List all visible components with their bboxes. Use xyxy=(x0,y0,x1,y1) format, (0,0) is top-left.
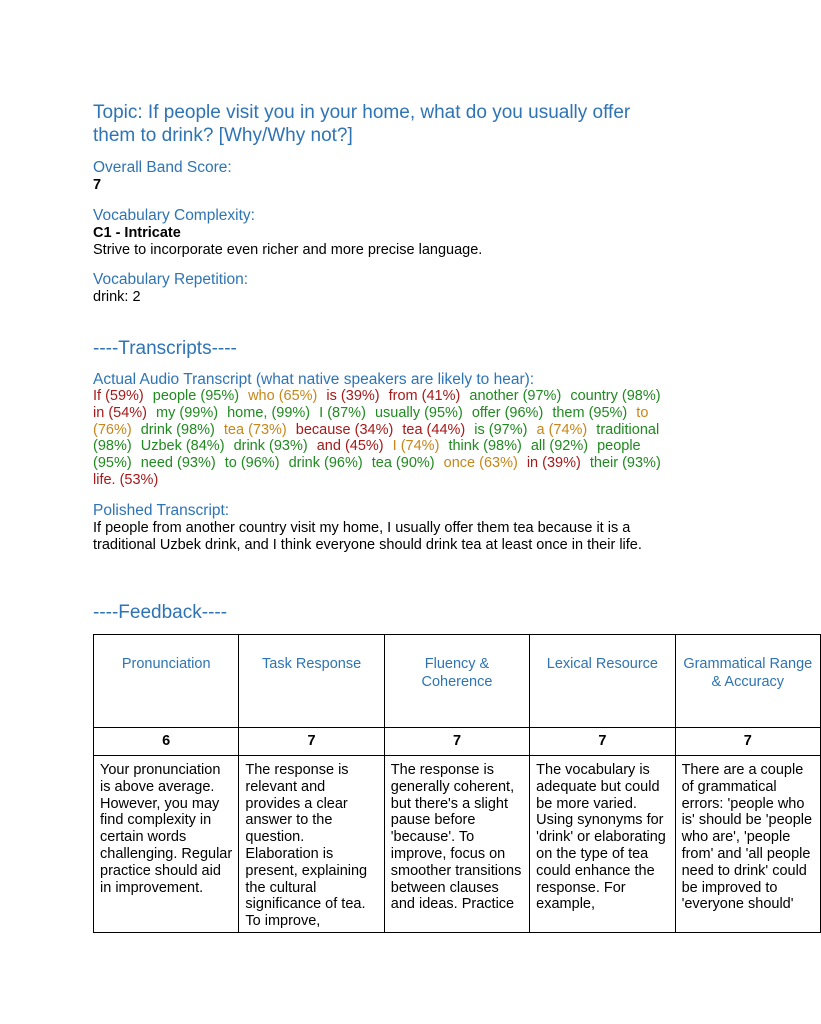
score-fluency-coherence: 7 xyxy=(384,728,529,756)
criterion-pronunciation: Pronunciation xyxy=(94,635,239,728)
transcript-word: people (95%) xyxy=(152,388,240,404)
transcript-word: my (99%) xyxy=(156,404,219,421)
transcript-word: life. (53%) xyxy=(93,471,159,488)
transcripts-heading: ----Transcripts---- xyxy=(93,338,237,359)
transcript-word: once (63%) xyxy=(443,455,518,472)
transcript-word: is (97%) xyxy=(474,421,528,438)
transcript-word: I (87%) xyxy=(319,404,366,421)
audio-transcript-label: Actual Audio Transcript (what native speakers are likely to hear): xyxy=(93,371,535,388)
transcript-word: people (95%) xyxy=(93,438,641,472)
transcript-word: offer (96%) xyxy=(471,404,544,421)
polished-transcript-text: If people from another country visit my home, I usually offer them tea because it is a traditional Uzbek drink, and I think everyone should drink tea at least once in their life. xyxy=(93,520,642,553)
comment-grammatical-range: There are a couple of grammatical errors: 'people who is' should be 'people who are', 'people from' and 'all people need to drink' could be improved to 'everyone should' xyxy=(675,756,820,933)
transcript-word: to (96%) xyxy=(224,455,280,472)
vocab-repetition-value: drink: 2 xyxy=(93,289,141,305)
transcript-word: in (39%) xyxy=(526,455,581,472)
transcript-word: to (76%) xyxy=(93,404,649,438)
feedback-score-row xyxy=(94,728,821,756)
score-task-response: 7 xyxy=(239,728,384,756)
transcript-word: in (54%) xyxy=(93,404,147,421)
transcript-word: a (74%) xyxy=(536,421,588,438)
transcript-word: tea (73%) xyxy=(223,421,287,438)
vocab-complexity-label: Vocabulary Complexity: xyxy=(93,207,255,224)
score-grammatical-range: 7 xyxy=(675,728,820,756)
transcript-word: need (93%) xyxy=(140,455,216,472)
overall-band-label: Overall Band Score: xyxy=(93,159,232,176)
transcript-word: from (41%) xyxy=(388,388,461,404)
comment-pronunciation: Your pronunciation is above average. However, you may find complexity in certain words challenging. Regular practice should aid in improvement. xyxy=(94,756,239,933)
feedback-comment-row xyxy=(94,756,821,933)
transcript-word: and (45%) xyxy=(316,438,384,455)
criterion-grammatical-range: Grammatical Range & Accuracy xyxy=(675,635,820,728)
criterion-fluency-coherence: Fluency & Coherence xyxy=(384,635,529,728)
transcript-word: who (65%) xyxy=(248,388,318,404)
score-pronunciation: 6 xyxy=(94,728,239,756)
transcript-word: Uzbek (84%) xyxy=(140,438,225,455)
transcript-word: is (39%) xyxy=(326,388,380,404)
polished-transcript-label: Polished Transcript: xyxy=(93,502,230,519)
topic-title: Topic: If people visit you in your home, what do you usually offer them to drink? [Why/Why not?] xyxy=(93,102,631,146)
transcript-word: If (59%) xyxy=(93,388,144,404)
transcript-word: I (74%) xyxy=(392,438,440,455)
vocab-complexity-advice: Strive to incorporate even richer and more precise language. xyxy=(93,242,483,258)
transcript-word: traditional (98%) xyxy=(93,421,660,455)
transcript-word: home, (99%) xyxy=(227,404,311,421)
transcript-word: all (92%) xyxy=(530,438,589,455)
score-lexical-resource: 7 xyxy=(530,728,675,756)
overall-band-score: 7 xyxy=(93,177,102,193)
feedback-heading: ----Feedback---- xyxy=(93,602,228,623)
criterion-lexical-resource: Lexical Resource xyxy=(530,635,675,728)
transcript-word: drink (98%) xyxy=(140,421,215,438)
transcript-word: drink (93%) xyxy=(233,438,308,455)
feedback-table xyxy=(93,634,821,933)
criterion-task-response: Task Response xyxy=(239,635,384,728)
vocab-repetition-label: Vocabulary Repetition: xyxy=(93,271,249,288)
comment-task-response: The response is relevant and provides a clear answer to the question. Elaboration is present, explaining the cultural significance of tea. To improve, xyxy=(239,756,384,933)
transcript-word: because (34%) xyxy=(295,421,394,438)
transcript-word: drink (96%) xyxy=(288,455,363,472)
transcript-word: usually (95%) xyxy=(374,404,463,421)
transcript-word: another (97%) xyxy=(469,388,562,404)
comment-lexical-resource: The vocabulary is adequate but could be more varied. Using synonyms for 'drink' or elaborating on the type of tea could enhance the response. For example, xyxy=(530,756,675,933)
feedback-header-row xyxy=(94,635,821,728)
comment-fluency-coherence: The response is generally coherent, but there's a slight pause before 'because'. To improve, focus on smoother transitions between clauses and ideas. Practice xyxy=(384,756,529,933)
transcript-word: think (98%) xyxy=(448,438,522,455)
transcript-word: country (98%) xyxy=(570,388,661,404)
transcript-word: tea (90%) xyxy=(371,455,435,472)
vocab-complexity-level: C1 - Intricate xyxy=(93,225,181,241)
transcript-word: their (93%) xyxy=(589,455,661,472)
transcript-word: tea (44%) xyxy=(402,421,466,438)
audio-transcript-words xyxy=(93,388,671,489)
transcript-word: them (95%) xyxy=(552,404,628,421)
